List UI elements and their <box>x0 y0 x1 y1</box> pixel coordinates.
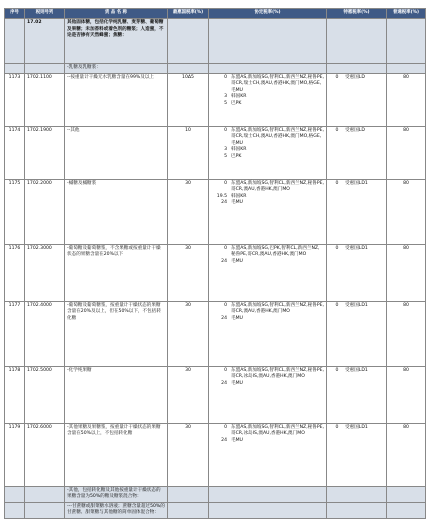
special-countries: 受惠国LD1 <box>345 245 368 251</box>
row-mfn-rate: 30 <box>168 244 209 301</box>
agreement-rate: 0 <box>224 424 227 430</box>
row-serial: 1175 <box>5 179 25 244</box>
special-countries: 受惠国LD <box>345 74 365 80</box>
agreement-line <box>211 381 324 388</box>
row-mfn-rate: 30 <box>168 423 209 486</box>
agreement-line <box>211 425 324 438</box>
row-description: -其他果糖及果糖浆，按重量计干燥状态的果糖含量在50%以上，不包括转化糖 <box>65 423 168 486</box>
heading-row <box>5 19 426 64</box>
agreement-line <box>211 128 324 148</box>
special-line <box>329 425 384 432</box>
special-line <box>329 368 384 375</box>
header-mfn-rate: 最惠国税率(%) <box>168 9 209 19</box>
agreement-rate: 0 <box>224 302 227 308</box>
tail-description: ---甘蔗糖或甜菜糖水溶液；蔗糖含量超过50%的甘蔗糖、甜菜糖与其他糖的简单固体混合物： <box>65 502 168 518</box>
special-rate: 0 <box>335 302 339 308</box>
special-rate: 0 <box>335 424 339 430</box>
agreement-line <box>211 259 324 266</box>
agreement-rate: 5 <box>224 100 227 106</box>
row-agreement-rates <box>209 73 327 126</box>
agreement-rate: 24 <box>221 380 227 386</box>
row-code: 1702.4000 <box>25 301 65 366</box>
agreement-line <box>211 181 324 194</box>
row-agreement-rates <box>209 179 327 244</box>
row-code: 1702.1900 <box>25 126 65 179</box>
row-agreement-rates <box>209 366 327 423</box>
row-code: 1702.3000 <box>25 244 65 301</box>
header-special-rate: 特惠税率(%) <box>327 9 387 19</box>
header-agreement-rate: 协定税率(%) <box>209 9 327 19</box>
row-code: 1702.1100 <box>25 73 65 126</box>
agreement-countries: 韩国KR <box>231 94 247 99</box>
agreement-rate: 0 <box>224 245 227 251</box>
agreement-rate: 5 <box>224 153 227 159</box>
special-countries: 受惠国LD <box>345 127 365 133</box>
agreement-line <box>211 200 324 207</box>
row-code: 1702.6000 <box>25 423 65 486</box>
header-code: 税则号列 <box>25 9 65 19</box>
agreement-rate: 24 <box>221 437 227 443</box>
special-rate: 0 <box>335 74 339 80</box>
row-mfn-rate: 30 <box>168 179 209 244</box>
agreement-countries: 巴PK <box>231 153 242 159</box>
row-agreement-rates <box>209 244 327 301</box>
agreement-countries: 东盟AS,新加坡SG,智利CL,新西兰NZ,秘鲁PE,哥CR,澳AU,香港HK,澳门MO <box>231 302 324 314</box>
tail-row <box>5 502 426 518</box>
row-special-rate <box>327 366 387 423</box>
row-general-rate: 80 <box>387 366 426 423</box>
row-general-rate: 80 <box>387 126 426 179</box>
table-row <box>5 423 426 486</box>
agreement-countries: 韩国KR <box>231 147 247 152</box>
row-description: -葡萄糖及葡萄糖浆，不含果糖或按重量计干燥状态的果糖含量在20%以下 <box>65 244 168 301</box>
row-description: --按重量计干燥无水乳糖含量在99%及以上 <box>65 73 168 126</box>
agreement-line <box>211 303 324 316</box>
row-general-rate: 80 <box>387 73 426 126</box>
table-row <box>5 179 426 244</box>
agreement-countries: 毛MU <box>231 258 243 264</box>
special-line <box>329 75 384 82</box>
agreement-countries: 毛MU <box>231 437 243 443</box>
row-general-rate: 80 <box>387 301 426 366</box>
heading-description: 其他固体糖，包括化学纯乳糖、麦芽糖、葡萄糖及果糖；未加香料或着色剂的糖浆；人造蜜，不论是否掺有天然蜂蜜；焦糖： <box>65 19 168 64</box>
row-serial: 1177 <box>5 301 25 366</box>
agreement-line <box>211 154 324 161</box>
agreement-countries: 毛MU <box>231 315 243 321</box>
agreement-rate: 0 <box>224 367 227 373</box>
subheading-description: -乳糖及乳糖浆： <box>65 64 168 74</box>
row-mfn-rate: 10 <box>168 126 209 179</box>
row-description: -葡萄糖及葡萄糖浆，按重量计干燥状态的果糖含量在20%及以上，但在50%以下，不包括转化糖 <box>65 301 168 366</box>
agreement-rate: 24 <box>221 258 227 264</box>
row-special-rate <box>327 301 387 366</box>
agreement-countries: 东盟AS,新加坡SG,智利CL,新西兰NZ,秘鲁PE,哥CR,冰岛IS,澳AU,香港HK,澳门MO <box>231 424 324 436</box>
header-row <box>5 9 426 19</box>
agreement-countries: 东盟AS,新加坡SG,智利CL,新西兰NZ,秘鲁PE,哥CR,瑞士CH,澳AU,香港HK,澳门MO,格GE,毛MU <box>231 74 324 93</box>
agreement-rate: 24 <box>221 200 227 205</box>
row-description: -化学纯果糖 <box>65 366 168 423</box>
agreement-line <box>211 75 324 95</box>
agreement-rate: 0 <box>224 180 227 186</box>
tail-description: -其他，包括转化糖及其他按重量计干燥状态的果糖含量为50%的糖及糖浆混合物： <box>65 486 168 502</box>
row-special-rate <box>327 179 387 244</box>
special-line <box>329 303 384 310</box>
row-general-rate: 80 <box>387 179 426 244</box>
row-mfn-rate: 30 <box>168 366 209 423</box>
special-line <box>329 181 384 188</box>
agreement-line <box>211 438 324 445</box>
tail-row <box>5 486 426 502</box>
agreement-countries: 东盟AS,新加坡SG,智利CL,新西兰NZ,秘鲁PE,哥CR,瑞士CH,澳AU,香港HK,澳门MO,格GE,毛MU <box>231 127 324 146</box>
special-countries: 受惠国LD1 <box>345 367 368 373</box>
header-description: 货 品 名 称 <box>65 9 168 19</box>
row-special-rate <box>327 244 387 301</box>
agreement-countries: 毛MU <box>231 200 243 205</box>
special-rate: 0 <box>335 367 339 373</box>
special-line <box>329 246 384 253</box>
agreement-countries: 巴PK <box>231 100 242 106</box>
row-special-rate <box>327 126 387 179</box>
special-rate: 0 <box>335 245 339 251</box>
agreement-countries: 东盟AS,新加坡SG,巴PK,智利CL,新西兰NZ,秘鲁PE,哥CR,澳AU,香港HK,澳门MO <box>231 245 320 257</box>
agreement-countries: 毛MU <box>231 380 243 386</box>
agreement-rate: 0 <box>224 127 227 133</box>
row-agreement-rates <box>209 301 327 366</box>
special-rate: 0 <box>335 180 339 186</box>
row-mfn-rate: 10Δ5 <box>168 73 209 126</box>
agreement-rate: 19.5 <box>216 193 227 199</box>
subheading-row <box>5 64 426 74</box>
row-agreement-rates <box>209 423 327 486</box>
header-serial: 序号 <box>5 9 25 19</box>
special-countries: 受惠国LD1 <box>345 302 368 308</box>
agreement-rate: 3 <box>224 147 227 152</box>
table-row <box>5 73 426 126</box>
agreement-line <box>211 316 324 323</box>
special-rate: 0 <box>335 127 339 133</box>
row-mfn-rate: 30 <box>168 301 209 366</box>
header-general-rate: 普通税率(%) <box>387 9 426 19</box>
row-serial: 1173 <box>5 73 25 126</box>
agreement-line <box>211 101 324 108</box>
agreement-countries: 韩国KR <box>231 193 247 199</box>
heading-code: 17.02 <box>25 19 65 64</box>
row-special-rate <box>327 73 387 126</box>
row-general-rate: 80 <box>387 423 426 486</box>
row-special-rate <box>327 423 387 486</box>
table-row <box>5 301 426 366</box>
special-countries: 受惠国LD1 <box>345 424 368 430</box>
agreement-line <box>211 368 324 381</box>
special-line <box>329 128 384 135</box>
agreement-countries: 东盟AS,新加坡SG,智利CL,新西兰NZ,秘鲁PE,哥CR,澳AU,香港HK,澳门MO <box>231 180 324 192</box>
table-row <box>5 244 426 301</box>
agreement-line <box>211 246 324 259</box>
agreement-rate: 3 <box>224 94 227 99</box>
row-serial: 1176 <box>5 244 25 301</box>
row-serial: 1174 <box>5 126 25 179</box>
row-serial: 1179 <box>5 423 25 486</box>
agreement-rate: 0 <box>224 74 227 80</box>
tariff-table <box>4 8 426 519</box>
row-code: 1702.2000 <box>25 179 65 244</box>
special-countries: 受惠国LD1 <box>345 180 368 186</box>
table-row <box>5 366 426 423</box>
row-agreement-rates <box>209 126 327 179</box>
table-row <box>5 126 426 179</box>
agreement-countries: 东盟AS,新加坡SG,智利CL,新西兰NZ,秘鲁PE,哥CR,冰岛IS,澳AU,香港HK,澳门MO <box>231 367 324 379</box>
row-general-rate: 80 <box>387 244 426 301</box>
row-serial: 1178 <box>5 366 25 423</box>
agreement-rate: 24 <box>221 315 227 321</box>
row-description: -槭糖及槭糖浆 <box>65 179 168 244</box>
row-code: 1702.5000 <box>25 366 65 423</box>
row-description: --其他 <box>65 126 168 179</box>
